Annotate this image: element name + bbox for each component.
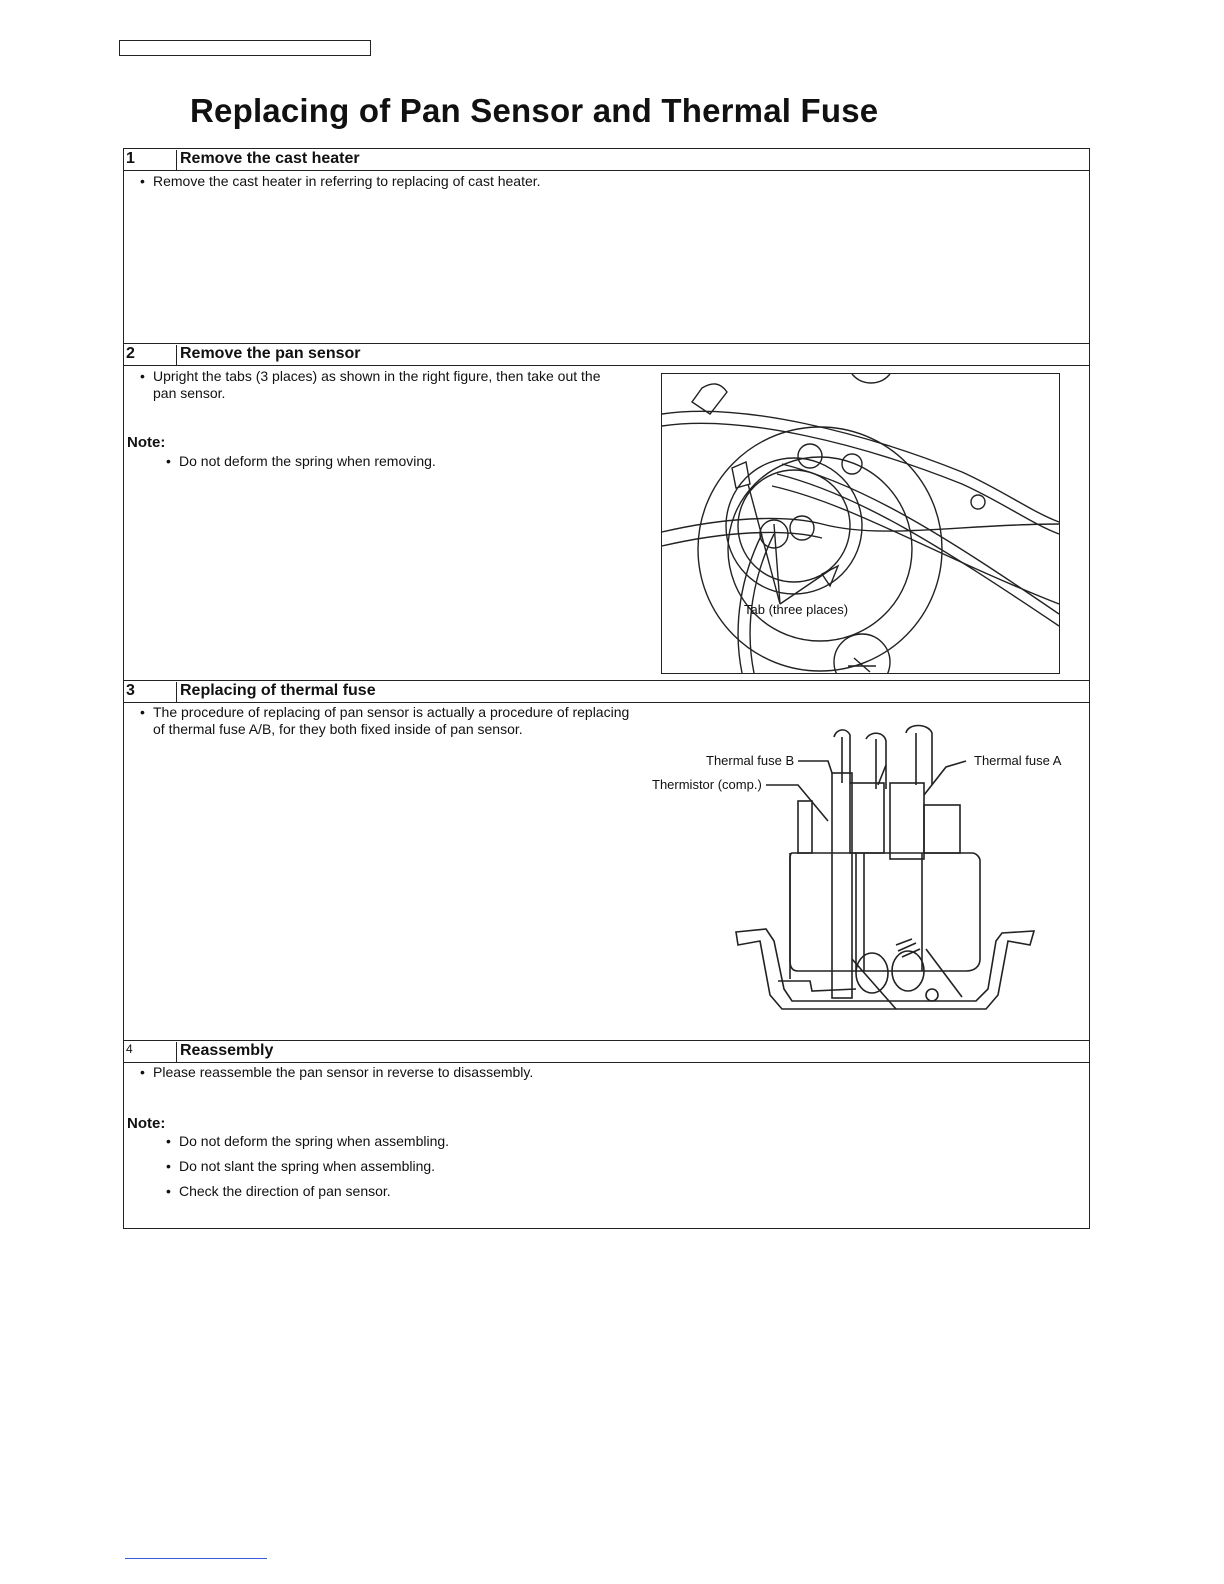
section-number: 3 [126,682,177,702]
section-1-header [124,149,1089,171]
pan-sensor-tabs-figure [661,373,1060,674]
section-1-body [124,171,1089,344]
section-number: 4 [126,1042,177,1062]
header-box [119,40,371,56]
section-3-header [124,681,1089,703]
section-2-body [124,366,1089,681]
thermal-fuse-cross-section [646,719,1071,1011]
note-text: • Do not deform the spring when assembling. [179,1133,449,1150]
section-title: Remove the pan sensor [180,345,361,362]
section-3-body [124,703,1089,1041]
section-number: 2 [126,345,177,365]
section-2-header [124,344,1089,366]
section-number: 1 [126,150,177,170]
bullet-text: • The procedure of replacing of pan sensor is actually a procedure of replacing of thermal fuse A/B, for they both fixed inside of pan sensor. [153,704,633,738]
figure-label: Tab (three places) [744,602,849,617]
note-label: Note: [127,1115,166,1132]
section-4-body [124,1063,1089,1229]
bullet-text: • Remove the cast heater in referring to replacing of cast heater. [153,173,541,190]
thermal-fuse-a-label: Thermal fuse A [974,753,1062,768]
section-title: Remove the cast heater [180,150,360,167]
thermal-fuse-figure [646,719,1071,1011]
note-label: Note: [127,434,166,451]
bullet-text: • Please reassemble the pan sensor in reverse to disassembly. [153,1064,533,1081]
note-text: • Do not slant the spring when assembling. [179,1158,435,1175]
pan-sensor-tabs-illustration [662,374,1059,673]
note-text: • Check the direction of pan sensor. [179,1183,391,1200]
page-title: Replacing of Pan Sensor and Thermal Fuse [190,92,879,129]
footer-rule [125,1558,267,1559]
section-title: Replacing of thermal fuse [180,682,376,699]
thermistor-label: Thermistor (comp.) [652,777,762,792]
procedure-table [123,148,1090,1229]
note-text: • Do not deform the spring when removing. [179,453,436,470]
bullet-text: • Upright the tabs (3 places) as shown in the right figure, then take out the pan sensor. [153,368,623,402]
thermal-fuse-b-label: Thermal fuse B [706,753,795,768]
section-4-header [124,1041,1089,1063]
section-title: Reassembly [180,1042,274,1059]
